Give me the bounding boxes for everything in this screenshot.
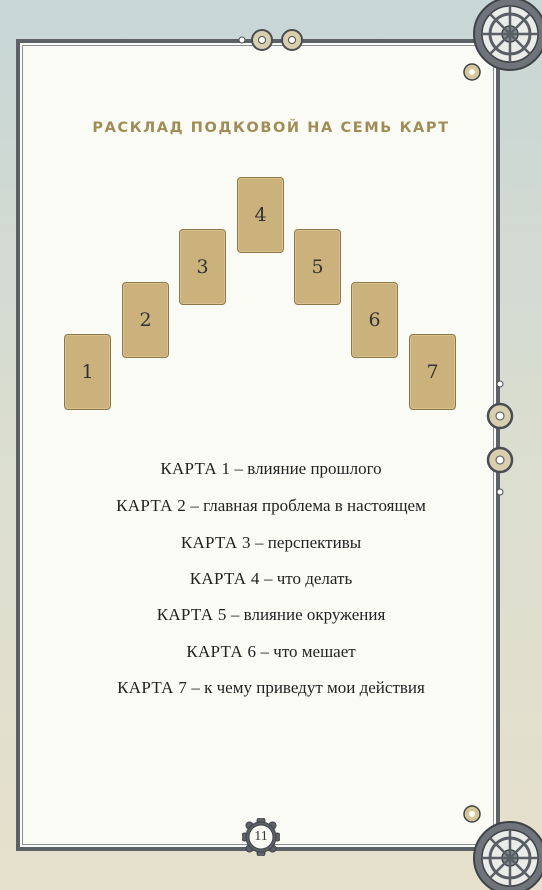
description-text: – влияние окружения — [226, 605, 386, 624]
description-key: КАРТА 2 — [116, 496, 187, 515]
card-7: 7 — [409, 334, 456, 410]
description-text: – что мешает — [256, 642, 356, 661]
card-6: 6 — [351, 282, 398, 358]
description-card-6 — [0, 642, 542, 662]
description-text: – главная проблема в настоящем — [186, 496, 426, 515]
description-text: – влияние прошлого — [230, 459, 382, 478]
description-card-2 — [0, 496, 542, 516]
rosette-ornament-top-right — [458, 0, 542, 86]
card-3: 3 — [179, 229, 226, 305]
description-key: КАРТА 5 — [156, 605, 227, 624]
description-text: – перспективы — [250, 533, 362, 552]
description-key: КАРТА 4 — [189, 569, 260, 588]
description-text: – к чему приведут мои действия — [187, 678, 425, 697]
description-card-4 — [0, 569, 542, 589]
card-5: 5 — [294, 229, 341, 305]
description-key: КАРТА 1 — [160, 459, 231, 478]
description-card-7 — [0, 678, 542, 698]
page-frame — [16, 39, 500, 851]
card-1: 1 — [64, 334, 111, 410]
card-2: 2 — [122, 282, 169, 358]
page-number-medallion — [242, 818, 280, 856]
rosette-ornament-bottom-right — [456, 800, 542, 890]
description-key: КАРТА 3 — [180, 533, 251, 552]
description-card-5 — [0, 605, 542, 625]
flower-ornament-top — [238, 28, 310, 52]
description-card-1 — [0, 459, 542, 479]
page-title: РАСКЛАД ПОДКОВОЙ НА СЕМЬ КАРТ — [92, 120, 450, 136]
page-number: 11 — [254, 829, 268, 844]
description-key: КАРТА 6 — [186, 642, 257, 661]
description-text: – что делать — [259, 569, 353, 588]
description-key: КАРТА 7 — [117, 678, 188, 697]
description-card-3 — [0, 533, 542, 553]
card-4: 4 — [237, 177, 284, 253]
flower-ornament-right — [484, 378, 516, 498]
